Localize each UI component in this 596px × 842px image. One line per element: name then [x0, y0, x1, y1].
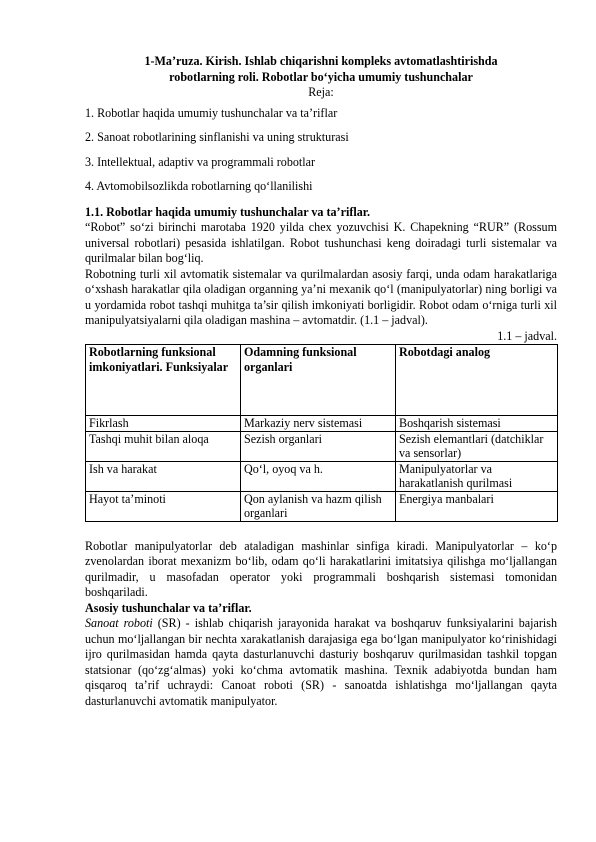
plan-list — [85, 106, 557, 195]
definition-text: (SR) - ishlab chiqarish jarayonida harakat va boshqaruv funksiyalarini bajarish uchun mo‘ljallangan bir nechta xarakatlanish darajasiga ega bo‘lgan manipulyator ko‘rinishidagi ijro qurilmasidan hamda qayta dasturlanuvchi dasturiy boshqaruv qurilmasidan tashkil topgan statsionar (qo‘zg‘almas) yoki ko‘chma avtomatik mashina. Texnik adabiyotda bundan ham qisqaroq ta’rif uchraydi: Canoat roboti (SR) - sanoatda ishlatishga mo‘ljallangan qayta dasturlanuvchi avtomatik manipulyator. — [85, 616, 557, 708]
table-cell: Sezish elemantlari (datchiklar va sensorlar) — [396, 431, 558, 461]
table-cell: Hayot ta’minoti — [86, 491, 241, 521]
table-row — [86, 431, 558, 461]
table-cell: Qon aylanish va hazm qilish organlari — [241, 491, 396, 521]
table-row — [86, 416, 558, 432]
document-page — [85, 54, 557, 709]
table-cell: Qo‘l, oyoq va h. — [241, 461, 396, 491]
table-cell: Fikrlash — [86, 416, 241, 432]
table-row — [86, 491, 558, 521]
plan-item: 4. Avtomobilsozlikda robotlarning qo‘llanilishi — [85, 179, 313, 193]
table-header-cell: Odamning funksional organlari — [241, 345, 396, 416]
title-line-2: robotlarning roli. Robotlar bo‘yicha umumiy tushunchalar — [169, 69, 473, 84]
plan-heading: Reja: — [308, 85, 334, 99]
plan-item: 3. Intellektual, adaptiv va programmali robotlar — [85, 154, 316, 169]
table-cell: Markaziy nerv sistemasi — [241, 416, 396, 432]
table-row — [86, 461, 558, 491]
table-cell: Manipulyatorlar va harakatlanish qurilmasi — [396, 461, 558, 491]
paragraph-industrial-robot — [85, 616, 557, 709]
section-heading-basic-concepts: Asosiy tushunchalar va ta’riflar. — [85, 600, 252, 615]
plan-item: 1. Robotlar haqida umumiy tushunchalar va ta’riflar — [85, 105, 338, 120]
table-header-cell: Robotlarning funksional imkoniyatlari. Funksiyalar — [86, 345, 241, 416]
section-heading-1-1: 1.1. Robotlar haqida umumiy tushunchalar va ta’riflar. — [85, 204, 371, 219]
comparison-table — [85, 344, 558, 522]
table-header-row — [86, 345, 558, 416]
term-industrial-robot: Sanoat roboti — [85, 616, 153, 630]
table-cell: Ish va harakat — [86, 461, 241, 491]
paragraph-robot-difference: Robotning turli xil avtomatik sistemalar va qurilmalardan asosiy farqi, unda odam harakatlariga o‘xshash harakatlar qila oladigan organning ya’ni mexanik qo‘l (manipulyatorlar) ning borligi va u yordamida robot tashqi muhitga ta’sir qilish imkoniyati borligidir. Robot odam o‘rniga turli xil manipulyatsiyalarni qila oladigan mashina – avtomatdir. (1.1 – jadval). — [85, 266, 557, 327]
paragraph-robot-origin: “Robot” so‘zi birinchi marotaba 1920 yilda chex yozuvchisi K. Chapekning “RUR” (Rossum universal robotlari) pesasida ishlatilgan. Robot tushunchasi keng doiradagi turli sistemalar va qurilmalar bilan bog‘liq. — [85, 220, 557, 265]
table-header-cell: Robotdagi analog — [396, 345, 558, 416]
table-cell: Energiya manbalari — [396, 491, 558, 521]
table-cell: Boshqarish sistemasi — [396, 416, 558, 432]
title-line-1: 1-Ma’ruza. Kirish. Ishlab chiqarishni kompleks avtomatlashtirishda — [144, 54, 498, 68]
plan-item: 2. Sanoat robotlarining sinflanishi va uning strukturasi — [85, 130, 349, 144]
paragraph-manipulators: Robotlar manipulyatorlar deb ataladigan mashinlar sinfiga kiradi. Manipulyatorlar – ko‘p zvenolardan iborat mexanizm bo‘lib, odam qo‘li harakatlarini imitatsiya qilishga mo‘ljallangan qurilmadir, u masofadan operator yoki programmali boshqarish sistemasi tomonidan boshqariladi. — [85, 538, 557, 599]
table-cell: Tashqi muhit bilan aloqa — [86, 431, 241, 461]
lecture-title — [85, 54, 557, 85]
table-cell: Sezish organlari — [241, 431, 396, 461]
table-caption: 1.1 – jadval. — [497, 328, 557, 343]
